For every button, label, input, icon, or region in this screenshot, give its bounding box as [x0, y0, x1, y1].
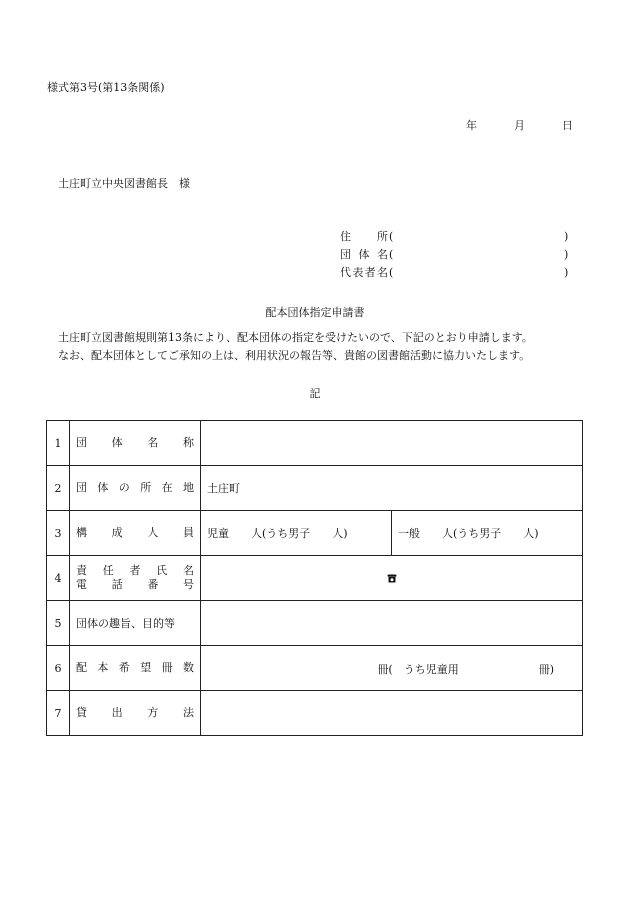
table-row: [47, 421, 583, 466]
members-label-text: 構成人員: [76, 526, 194, 539]
location-field[interactable]: 土庄町: [201, 466, 583, 511]
responsible-phone-field[interactable]: [201, 556, 583, 601]
date-month: 月: [514, 119, 525, 132]
address-open: (: [389, 230, 394, 243]
purpose-label-text: 団体の趣旨、目的等: [76, 617, 175, 630]
row-number: 5: [47, 601, 70, 646]
group-name-field[interactable]: [201, 421, 583, 466]
copies-text-a: 冊( うち児童用: [377, 663, 459, 676]
form-number: 様式第3号(第13条関係): [47, 81, 165, 94]
date-day: 日: [562, 119, 573, 132]
table-row: [47, 556, 583, 601]
table-row: [47, 646, 583, 691]
telephone-icon: [387, 574, 397, 583]
row-label: [70, 691, 201, 736]
row-label: [70, 421, 201, 466]
children-count-field[interactable]: 児童 人(うち男子 人): [201, 511, 392, 555]
group-name-label-text: 団体名称: [76, 436, 194, 449]
representative-label: 代表者名: [340, 266, 388, 279]
group-open: (: [389, 248, 394, 261]
table-row: [47, 466, 583, 511]
row-label: [70, 511, 201, 556]
rep-close: ): [564, 266, 569, 279]
purpose-field[interactable]: [201, 601, 583, 646]
row-label: [70, 646, 201, 691]
responsible-name-label: 責任者氏名: [76, 564, 194, 577]
row-label: [70, 466, 201, 511]
location-label-text: 団体の所在地: [76, 481, 194, 494]
row-label: [70, 601, 201, 646]
lending-label-text: 貸出方法: [76, 706, 194, 719]
table-row: [47, 601, 583, 646]
group-name-label: 団体名: [340, 248, 388, 261]
table-row: [47, 691, 583, 736]
address-label: 住 所: [340, 230, 388, 243]
address-close: ): [564, 230, 569, 243]
application-table: [46, 420, 583, 736]
row-number: 4: [47, 556, 70, 601]
lending-method-field[interactable]: [201, 691, 583, 736]
rep-open: (: [389, 266, 394, 279]
applicant-block: [0, 231, 630, 291]
row-number: 3: [47, 511, 70, 556]
row-number: 7: [47, 691, 70, 736]
copies-label-text: 配本希望冊数: [76, 661, 194, 674]
group-close: ): [564, 248, 569, 261]
body-line-2: なお、配本団体としてご承知の上は、利用状況の報告等、貴館の図書館活動に協力いたします。: [58, 349, 531, 362]
phone-label: 電話番号: [76, 578, 194, 591]
row-number: 2: [47, 466, 70, 511]
date-year: 年: [466, 119, 477, 132]
body-line-1: 土庄町立図書館規則第13条により、配本団体の指定を受けたいので、下記のとおり申請します。: [58, 331, 533, 344]
copies-field[interactable]: [201, 646, 583, 691]
ki-heading: 記: [309, 387, 321, 400]
addressee: 土庄町立中央図書館長 様: [58, 177, 190, 190]
members-cell: [201, 511, 583, 556]
copies-text-b: 冊): [538, 663, 554, 676]
row-number: 1: [47, 421, 70, 466]
row-label: [70, 556, 201, 601]
row-number: 6: [47, 646, 70, 691]
document-title: 配本団体指定申請書: [265, 306, 365, 319]
adult-count-field[interactable]: 一般 人(うち男子 人): [398, 527, 539, 540]
table-row: [47, 511, 583, 556]
